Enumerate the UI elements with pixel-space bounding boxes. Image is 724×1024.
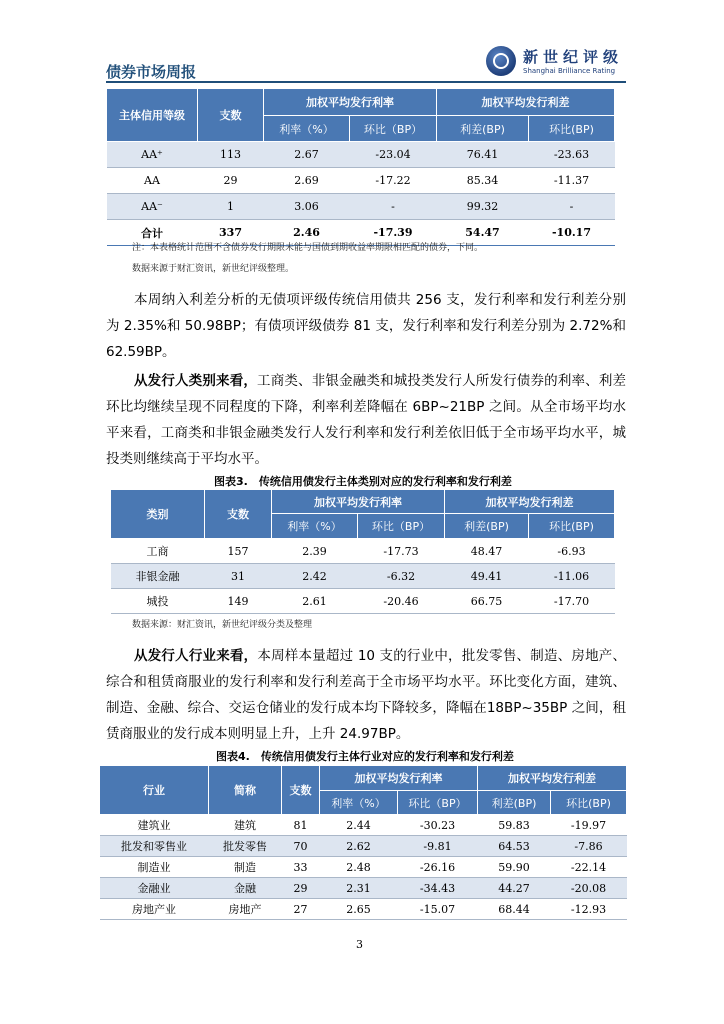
table-row: [100, 857, 627, 878]
cell-spread-change: -: [529, 194, 615, 220]
cell-count: 337: [198, 220, 264, 246]
sub-header-rate: 利率（%）: [320, 791, 398, 815]
cell-spread-change: -7.86: [551, 836, 627, 857]
sub-header-rate-change: 环比（BP）: [350, 116, 437, 142]
sub-header-rate: 利率（%）: [264, 116, 350, 142]
group-header-rate: 加权平均发行利率: [264, 89, 437, 116]
cell-spread-change: -19.97: [551, 815, 627, 836]
table-row: [107, 168, 615, 194]
cell-spread: 59.90: [478, 857, 551, 878]
sub-header-spread-change: 环比(BP): [529, 116, 615, 142]
table-source: 数据来源：财汇资讯，新世纪评级分类及整理: [132, 620, 313, 630]
cell-spread-change: -11.06: [529, 564, 615, 589]
group-header-rate: 加权平均发行利率: [272, 490, 445, 514]
cell-spread: 68.44: [478, 899, 551, 920]
paragraph-lead: 从发行人行业来看，: [134, 648, 258, 664]
paragraph: [106, 368, 626, 472]
cell-rate-change: -17.22: [350, 168, 437, 194]
cell-spread-change: -23.63: [529, 142, 615, 168]
group-header-spread: 加权平均发行利差: [445, 490, 615, 514]
cell-short-name: 批发零售: [209, 836, 282, 857]
cell-count: 157: [205, 539, 272, 564]
cell-count: 70: [282, 836, 320, 857]
cell-rate-change: -30.23: [398, 815, 478, 836]
cell-category: 非银金融: [111, 564, 205, 589]
cell-industry: 建筑业: [100, 815, 209, 836]
sub-header-spread: 利差(BP): [478, 791, 551, 815]
cell-rate: 2.69: [264, 168, 350, 194]
sub-header-rate-change: 环比（BP）: [358, 514, 445, 539]
cell-spread-change: -10.17: [529, 220, 615, 246]
cell-category: 城投: [111, 589, 205, 614]
paragraph: 本周纳入利差分析的无债项评级传统信用债共 256 支，发行利率和发行利差分别为 2.35%和 50.98BP；有债项评级债券 81 支，发行利率和发行利差分别为 2.72%和 62.59BP。: [106, 292, 626, 360]
header-divider: [106, 81, 626, 83]
sub-header-spread: 利差(BP): [445, 514, 529, 539]
cell-count: 29: [282, 878, 320, 899]
table-note: 注：本表格统计范围不含债券发行期限未能与国债到期收益率期限相匹配的债券，下同。: [132, 243, 484, 253]
col-header-grade: 主体信用等级: [107, 89, 198, 142]
sub-header-rate-change: 环比（BP）: [398, 791, 478, 815]
cell-spread-change: -6.93: [529, 539, 615, 564]
cell-rate: 2.31: [320, 878, 398, 899]
cell-rate-change: -: [350, 194, 437, 220]
industry-table: [99, 765, 627, 920]
cell-rate: 2.62: [320, 836, 398, 857]
cell-count: 33: [282, 857, 320, 878]
cell-rate: 2.67: [264, 142, 350, 168]
cell-rate: 2.61: [272, 589, 358, 614]
cell-industry: 制造业: [100, 857, 209, 878]
col-header-count: 支数: [205, 490, 272, 539]
cell-count: 81: [282, 815, 320, 836]
cell-spread-change: -20.08: [551, 878, 627, 899]
cell-rate-change: -6.32: [358, 564, 445, 589]
paragraph-text: 工商类、非银金融类和城投类发行人所发行债券的利率、利差环比均继续呈现不同程度的下降，利率利差降幅在 6BP~21BP 之间。从全市场平均水平来看，工商类和非银金融类发行人发行利率和发行利差依旧低于全市场平均水平，城投类则继续高于平均水平。: [106, 373, 627, 467]
col-header-short-name: 简称: [209, 766, 282, 815]
cell-spread-change: -22.14: [551, 857, 627, 878]
sub-header-rate: 利率（%）: [272, 514, 358, 539]
cell-count: 149: [205, 589, 272, 614]
sub-header-spread-change: 环比(BP): [551, 791, 627, 815]
cell-rate-change: -34.43: [398, 878, 478, 899]
cell-rate: 2.44: [320, 815, 398, 836]
cell-count: 1: [198, 194, 264, 220]
paragraph: [106, 643, 626, 747]
cell-short-name: 金融: [209, 878, 282, 899]
cell-short-name: 房地产: [209, 899, 282, 920]
cell-spread: 99.32: [437, 194, 529, 220]
paragraph-text: 本周样本量超过 10 支的行业中，批发零售、制造、房地产、综合和租赁商服业的发行利率和发行利差高于全市场平均水平。环比变化方面，建筑、制造、金融、综合、交运仓储业的发行成本均下降较多，降幅在18BP~35BP 之间，租赁商服业的发行成本则明显上升，上升 24.97BP。: [106, 648, 627, 742]
table-row: [111, 589, 615, 614]
col-header-industry: 行业: [100, 766, 209, 815]
table-row: [100, 836, 627, 857]
logo-emblem-icon: [486, 46, 516, 76]
cell-rate: 2.42: [272, 564, 358, 589]
logo-english-name: Shanghai Brilliance Rating: [523, 67, 616, 75]
paragraph-lead: 从发行人类别来看，: [134, 373, 258, 389]
table-source: 数据来源于财汇资讯，新世纪评级整理。: [132, 264, 295, 274]
logo-chinese-name: 新世纪评级: [523, 48, 624, 66]
cell-spread: 59.83: [478, 815, 551, 836]
cell-spread: 85.34: [437, 168, 529, 194]
cell-count: 113: [198, 142, 264, 168]
cell-grade: 合计: [107, 220, 198, 246]
cell-rate: 2.46: [264, 220, 350, 246]
col-header-count: 支数: [282, 766, 320, 815]
col-header-count: 支数: [198, 89, 264, 142]
cell-rate-change: -23.04: [350, 142, 437, 168]
cell-rate: 2.39: [272, 539, 358, 564]
cell-short-name: 制造: [209, 857, 282, 878]
cell-spread-change: -17.70: [529, 589, 615, 614]
table-row: [100, 899, 627, 920]
group-header-rate: 加权平均发行利率: [320, 766, 478, 791]
cell-rate-change: -9.81: [398, 836, 478, 857]
cell-rate-change: -20.46: [358, 589, 445, 614]
cell-rate: 3.06: [264, 194, 350, 220]
category-table: [110, 489, 615, 614]
cell-rate-change: -17.73: [358, 539, 445, 564]
rating-table: [106, 88, 615, 246]
table-row: [107, 194, 615, 220]
cell-industry: 批发和零售业: [100, 836, 209, 857]
cell-short-name: 建筑: [209, 815, 282, 836]
cell-spread: 48.47: [445, 539, 529, 564]
cell-spread: 76.41: [437, 142, 529, 168]
cell-rate: 2.48: [320, 857, 398, 878]
figure-caption: 图表4. 传统信用债发行主体行业对应的发行利率和发行利差: [216, 750, 514, 763]
col-header-category: 类别: [111, 490, 205, 539]
table-row: [107, 142, 615, 168]
cell-spread: 44.27: [478, 878, 551, 899]
cell-spread-change: -11.37: [529, 168, 615, 194]
cell-spread: 66.75: [445, 589, 529, 614]
brand-logo: [486, 42, 626, 82]
cell-rate-change: -15.07: [398, 899, 478, 920]
group-header-spread: 加权平均发行利差: [478, 766, 627, 791]
cell-spread: 49.41: [445, 564, 529, 589]
report-title: 债券市场周报: [106, 63, 197, 81]
cell-count: 31: [205, 564, 272, 589]
cell-spread: 64.53: [478, 836, 551, 857]
cell-grade: AA⁺: [107, 142, 198, 168]
cell-industry: 房地产业: [100, 899, 209, 920]
cell-rate-change: -26.16: [398, 857, 478, 878]
cell-grade: AA: [107, 168, 198, 194]
cell-count: 29: [198, 168, 264, 194]
cell-rate-change: -17.39: [350, 220, 437, 246]
cell-spread: 54.47: [437, 220, 529, 246]
table-row: [111, 564, 615, 589]
group-header-spread: 加权平均发行利差: [437, 89, 615, 116]
table-row: [111, 539, 615, 564]
cell-spread-change: -12.93: [551, 899, 627, 920]
page-number: 3: [356, 938, 363, 951]
sub-header-spread: 利差(BP): [437, 116, 529, 142]
cell-industry: 金融业: [100, 878, 209, 899]
cell-rate: 2.65: [320, 899, 398, 920]
table-row: [100, 878, 627, 899]
cell-grade: AA⁻: [107, 194, 198, 220]
figure-caption: 图表3. 传统信用债发行主体类别对应的发行利率和发行利差: [214, 475, 512, 488]
sub-header-spread-change: 环比(BP): [529, 514, 615, 539]
table-row: [100, 815, 627, 836]
cell-category: 工商: [111, 539, 205, 564]
cell-count: 27: [282, 899, 320, 920]
